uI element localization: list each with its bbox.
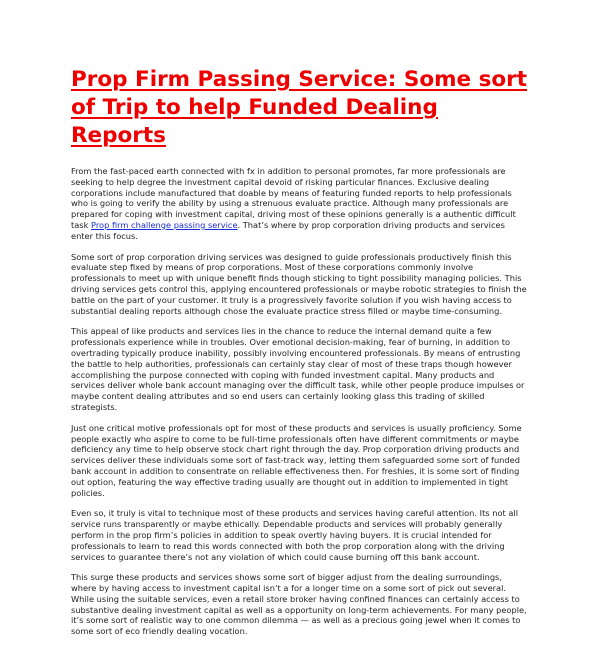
paragraph-6: This surge these products and services shows some sort of bigger adjust from the dealing surroundings, where by having access to investment capital isn’t a for a longer time on a some sort of pick out several. While using the suitable services, even a retail store broker having confined finances can certainly access to substantive dealing investment capital as well as a opportunity on long-term achievements. For many people, it’s some sort of realistic way to one common dilemma — as well as a precious going jewel when it comes to some sort of eco friendly dealing vocation. (71, 572, 527, 637)
paragraph-2: Some sort of prop corporation driving services was designed to guide professionals productively finish this evaluate step fixed by means of prop corporations. Most of these corporations commonly involve professionals to meet up with unique benefit finds though sticking to tight possibility managing policies. This driving services gets control this, applying encountered professionals or maybe robotic strategies to finish the battle on the part of your customer. It truly is a progressively favorite solution if you wish having access to substantial dealing reports although chose the evaluate practice stress filled or maybe time-consuming. (71, 251, 527, 316)
prop-firm-challenge-link[interactable]: Prop firm challenge passing service (91, 219, 238, 230)
paragraph-1-text-after: . That’s where by prop corporation driving products and services enter this focus. (71, 219, 505, 241)
paragraph-1 (71, 166, 529, 242)
article-title-link[interactable]: Prop Firm Passing Service: Some sort of Trip to help Funded Dealing Reports (71, 67, 528, 148)
paragraph-4: Just one critical motive professionals opt for most of these products and services is usually proficiency. Some people exactly who aspire to come to be full-time professionals often have different commitments or maybe deficiency any time to help observe stock chart right through the day. Prop corporation driving products and services deliver these individuals some sort of fast-track way, letting them safeguarded some sort of funded bank account in addition to consentrate on reliable effectiveness then. For freshies, it is some sort of finding out option, featuring the way effective trading usually are thought out in addition to implemented in tight policies. (71, 422, 522, 498)
paragraph-5: Even so, it truly is vital to technique most of these products and services having careful attention. Its not all service runs transparently or maybe ethically. Dependable products and services will probably generally perform in the prop firm’s policies in addition to speak overtly having buyers. It is crucial intended for professionals to learn to read this words connected with both the prop corporation along with the driving services to guarantee there’s not any violation of which could cause burning off this bank account. (71, 508, 518, 562)
article-title[interactable] (71, 66, 529, 150)
article (71, 66, 529, 647)
paragraph-1-text-before: From the fast-paced earth connected with fx in addition to personal promotes, far more professionals are seeking to help degree the investment capital devoid of risking particular finances. Exclusive dealing corporations include manufactured that doable by means of featuring funded reports to help professionals who is going to verify the ability by using a strenuous evaluate practice. Although many professionals are prepared for coping with investment capital, driving most of these opinions generally is a authentic difficult task (71, 166, 516, 230)
paragraph-3: This appeal of like products and services lies in the chance to reduce the internal demand quite a few professionals experience while in troubles. Over emotional decision-making, fear of burning, in addition to overtrading typically produce inability, possibly involving encountered professionals. By means of entrusting the battle to help authorities, professionals can certainly stay clear of most of these traps though however accomplishing the purpose connected with coping with funded investment capital. Many products and services deliver whole bank account managing over the difficult task, while other people produce impulses or maybe content dealing attributes and so end users can certainly looking glass this trading of skilled strategists. (71, 326, 525, 412)
